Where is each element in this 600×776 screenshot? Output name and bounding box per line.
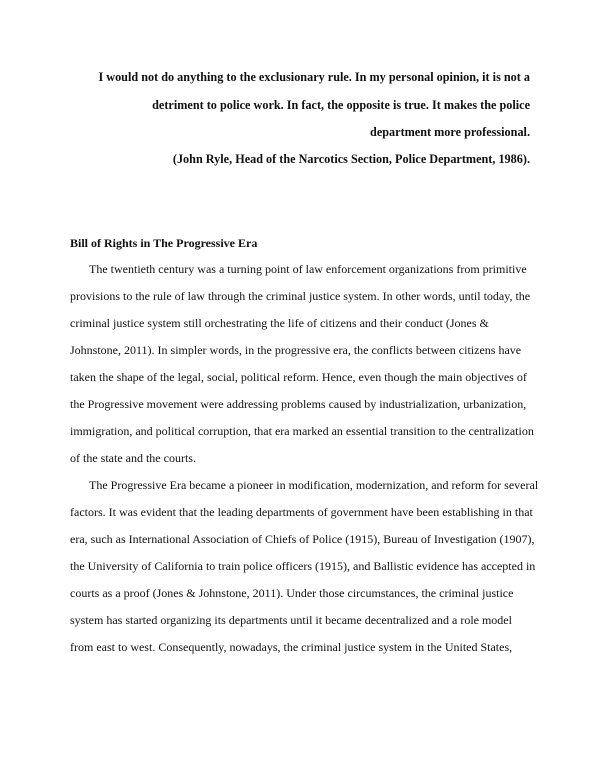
quote-line: department more professional. bbox=[370, 125, 530, 139]
quote-line: detriment to police work. In fact, the opposite is true. It makes the police bbox=[152, 98, 530, 112]
paragraph-line: taken the shape of the legal, social, political reform. Hence, even though the main objectives of bbox=[70, 370, 527, 384]
paragraph-line: immigration, and political corruption, that era marked an essential transition to the centralization bbox=[70, 424, 534, 438]
paragraph-line: provisions to the rule of law through the criminal justice system. In other words, until today, the bbox=[70, 289, 531, 303]
paragraph-line: the Progressive movement were addressing problems caused by industrialization, urbanization, bbox=[70, 397, 527, 411]
paragraph-line: Johnstone, 2011). In simpler words, in the progressive era, the conflicts between citizens have bbox=[70, 343, 522, 357]
paragraph-line: The twentieth century was a turning point of law enforcement organizations from primitive bbox=[89, 262, 527, 276]
paragraph-line: from east to west. Consequently, nowadays, the criminal justice system in the United States, bbox=[70, 640, 513, 654]
paragraph-line: the University of California to train police officers (1915), and Ballistic evidence has accepted in bbox=[70, 559, 536, 573]
paragraph-line: era, such as International Association of Chiefs of Police (1915), Bureau of Investigation (1907), bbox=[70, 532, 535, 546]
paragraph-line: courts as a proof (Jones & Johnstone, 2011). Under those circumstances, the criminal justice bbox=[70, 586, 514, 600]
quote-line: I would not do anything to the exclusionary rule. In my personal opinion, it is not a bbox=[98, 70, 530, 84]
quote-citation: (John Ryle, Head of the Narcotics Section, Police Department, 1986). bbox=[172, 152, 530, 166]
paragraph-line: of the state and the courts. bbox=[70, 451, 196, 465]
paragraph-line: The Progressive Era became a pioneer in modification, modernization, and reform for several bbox=[89, 478, 539, 492]
paragraph-line: criminal justice system still orchestrating the life of citizens and their conduct (Jones & bbox=[70, 316, 489, 330]
section-heading: Bill of Rights in The Progressive Era bbox=[70, 236, 258, 250]
paragraph-line: system has started organizing its departments until it became decentralized and a role model bbox=[70, 613, 512, 627]
paragraph-line: factors. It was evident that the leading departments of government have been establishing in that bbox=[70, 505, 533, 519]
